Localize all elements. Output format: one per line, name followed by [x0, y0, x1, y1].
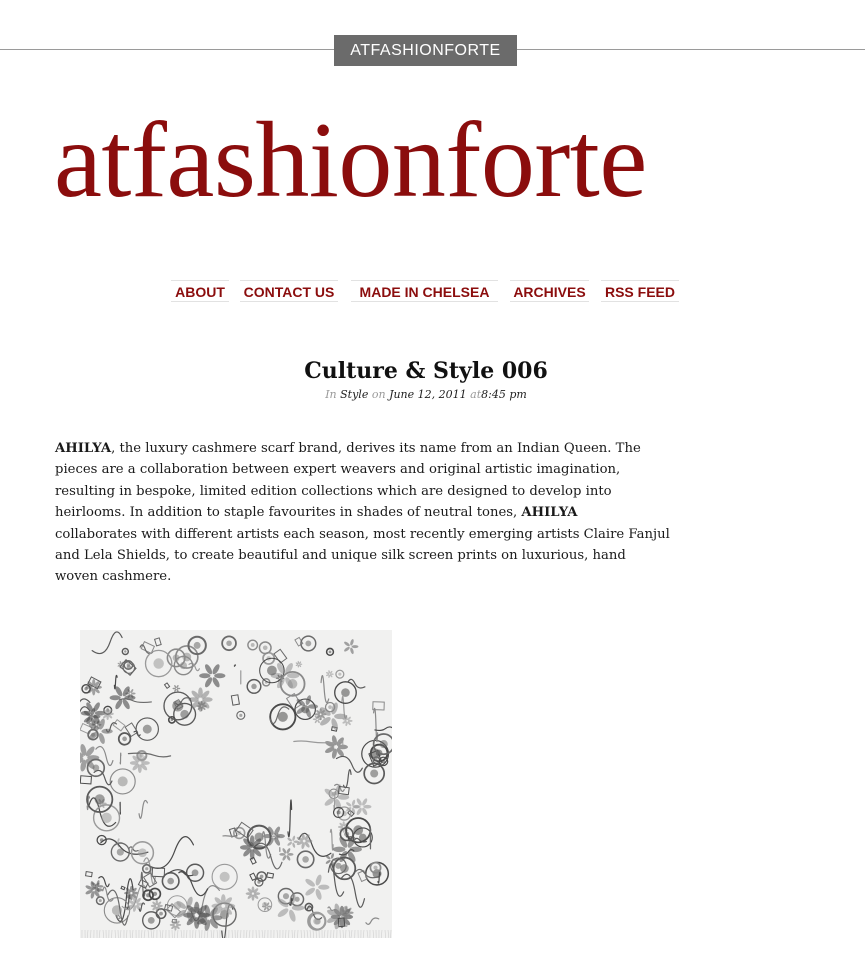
meta-on-word: on	[371, 388, 386, 401]
body-text: , the luxury cashmere scarf brand, derives its name from an Indian Queen. The	[111, 441, 641, 456]
scarf-print-image[interactable]	[80, 630, 392, 938]
meta-category-link[interactable]: Style	[340, 388, 369, 401]
body-line: woven cashmere.	[55, 569, 172, 585]
body-line: pieces are a collaboration between expert weavers and original artistic imagination,	[55, 462, 621, 478]
site-tag[interactable]: ATFASHIONFORTE	[334, 35, 517, 66]
nav-contact-us[interactable]: CONTACT US	[240, 280, 338, 302]
nav-made-in-chelsea[interactable]: MADE IN CHELSEA	[351, 280, 498, 302]
body-text: heirlooms. In addition to staple favourites in shades of neutral tones,	[55, 505, 522, 521]
body-line: collaborates with different artists each season, most recently emerging artists Claire Fanjul	[55, 526, 670, 542]
body-line: resulting in bespoke, limited edition collections which are designed to develop into	[55, 483, 612, 499]
nav-archives[interactable]: ARCHIVES	[510, 280, 589, 302]
brand-name: AHILYA	[55, 441, 112, 456]
body-line	[55, 438, 665, 459]
post-meta	[0, 388, 852, 401]
meta-time: 8:45 pm	[481, 388, 527, 401]
meta-date: June 12, 2011	[389, 388, 467, 401]
body-line	[55, 502, 665, 523]
brand-name: AHILYA	[521, 505, 578, 521]
main-nav	[0, 280, 865, 304]
scarf-illustration	[80, 630, 392, 938]
post-body	[55, 438, 670, 588]
nav-about[interactable]: ABOUT	[171, 280, 229, 302]
nav-rss-feed[interactable]: RSS FEED	[601, 280, 679, 302]
body-line: and Lela Shields, to create beautiful and unique silk screen prints on luxurious, hand	[55, 548, 626, 564]
meta-in-word: In	[325, 388, 337, 401]
meta-at-word: at	[470, 388, 482, 401]
site-logo[interactable]: atfashionforte	[54, 101, 647, 220]
post-title[interactable]: Culture & Style 006	[304, 358, 548, 384]
